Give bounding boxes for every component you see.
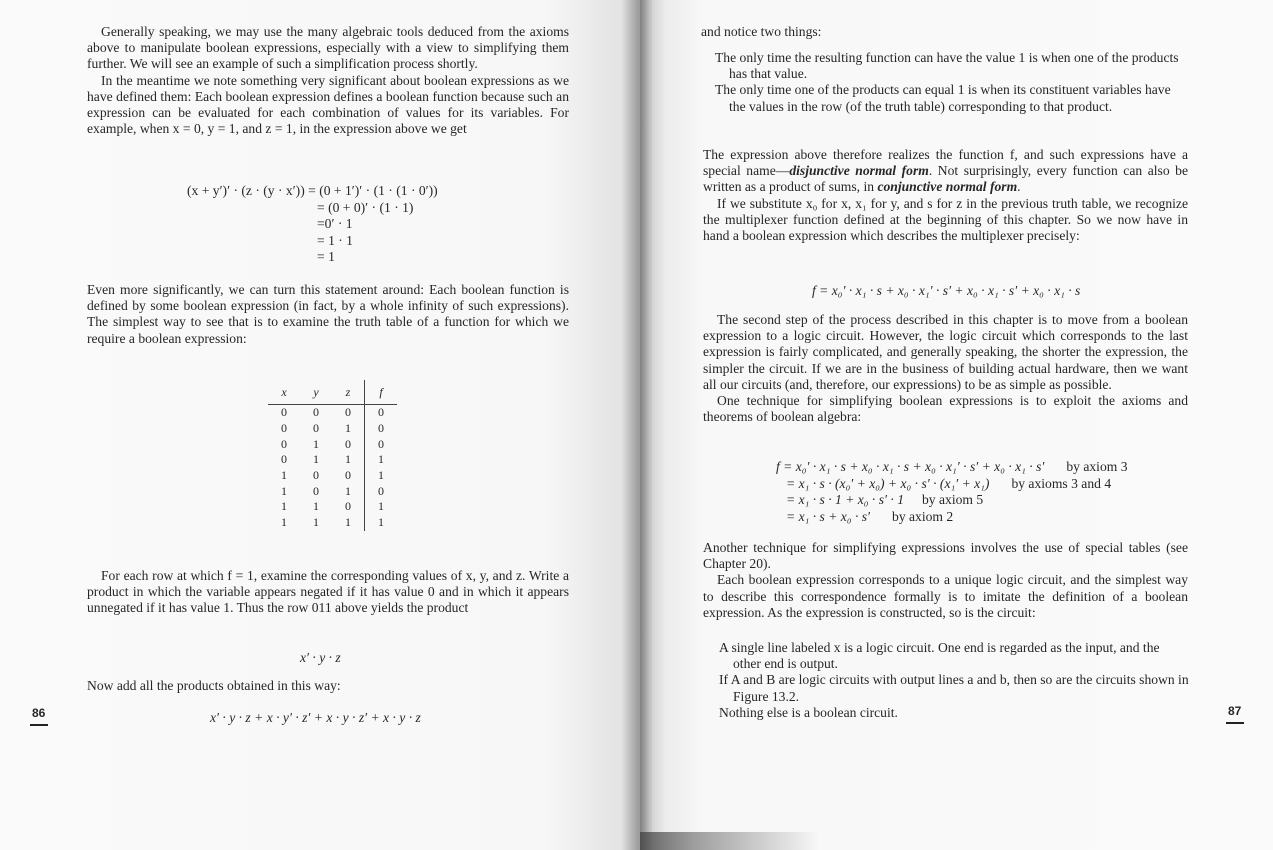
simplification-derivation	[776, 459, 1196, 525]
col-header: x	[268, 380, 300, 405]
table-cell: 0	[365, 436, 398, 452]
truth-table-row	[268, 405, 397, 421]
table-cell: 0	[345, 499, 351, 514]
paragraph-multiplexer: If we substitute x₀ for x, x₁ for y, and s for z in the previous truth table, we recognize the multiplexer function defined at the beginning of this chapter. So we now have in hand a boolean expression which describes the multiplexer precisely:	[703, 195, 1188, 244]
table-cell: 0	[345, 468, 351, 483]
table-cell: 1	[313, 452, 319, 467]
truth-table-row	[268, 483, 397, 499]
table-cell: 1	[345, 421, 351, 436]
table-cell: 0	[365, 421, 398, 437]
truth-table-row	[268, 468, 397, 484]
table-cell: 0	[345, 436, 351, 451]
table-cell: 1	[313, 436, 319, 451]
dnf-text-2: . Not surprisingly, every function can also be written as a product of sums, in	[703, 163, 1189, 195]
table-cell: 1	[365, 499, 398, 515]
page-mark-right	[1226, 722, 1244, 727]
eval-line: = 1 · 1	[317, 232, 353, 248]
table-cell: 0	[313, 405, 319, 420]
right-text-mid	[703, 147, 1188, 244]
paragraph-2: In the meantime we note something very significant about boolean expressions as we have defined them: Each boolean expression defines a boolean function because such an expression can be evaluated for each combination of values for its variables. For example, when x = 0, y = 1, and z = 1, in the expression above we get	[87, 72, 569, 137]
left-text-top	[87, 24, 569, 137]
table-cell: 0	[365, 405, 398, 421]
eval-line: =0′ · 1	[317, 216, 353, 231]
simp-expr: = x₁ · s + x₀ · s′	[786, 508, 871, 524]
table-cell: 1	[365, 468, 398, 484]
truth-table-row	[268, 436, 397, 452]
table-cell: 0	[313, 468, 319, 483]
term-cnf: conjunctive normal form	[877, 179, 1018, 195]
eval-line: (x + y′)′ · (z · (y · x′)) = (0 + 1′)′ · (1 · (1 · 0′))	[187, 183, 438, 198]
multiplexer-equation: f = x₀′ · x₁ · s + x₀ · x₁′ · s′ + x₀ · x₁ · s′ + x₀ · x₁ · s	[812, 283, 1081, 298]
table-cell: 1	[313, 499, 319, 514]
sum-expression: x′ · y · z + x · y′ · z′ + x · y · z′ + x · y · z	[210, 710, 421, 725]
page-edge-shadow	[640, 832, 820, 850]
col-header: y	[300, 380, 332, 405]
simplification-line	[776, 459, 1196, 476]
right-text-top	[701, 24, 1188, 40]
list-item: A single line labeled x is a logic circuit. One end is regarded as the input, and the other end is output.	[719, 640, 1160, 672]
simp-reason: by axiom 5	[922, 492, 984, 507]
table-cell: 0	[313, 483, 319, 498]
table-cell: 1	[345, 452, 351, 467]
truth-table-header	[268, 380, 397, 405]
truth-table-row	[268, 452, 397, 468]
page-number-right: 87	[1228, 704, 1242, 718]
col-header: f	[365, 380, 398, 405]
table-cell: 0	[313, 421, 319, 436]
left-text-last	[87, 678, 569, 694]
table-cell: 1	[281, 515, 287, 530]
table-cell: 1	[313, 515, 319, 530]
book-gutter	[622, 0, 652, 850]
paragraph-5: Now add all the products obtained in this way:	[87, 678, 341, 693]
term-dnf: disjunctive normal form	[789, 163, 929, 179]
left-text-mid	[87, 282, 569, 347]
simp-expr: = x₁ · s · 1 + x₀ · s′ · 1	[786, 492, 904, 507]
truth-table-row	[268, 421, 397, 437]
dnf-text-3: .	[1017, 179, 1021, 195]
list-item: Nothing else is a boolean circuit.	[719, 704, 898, 720]
observation-list	[715, 50, 1188, 115]
simp-expr: = x₁ · s · (x₀′ + x₀) + x₀ · s′ · (x₁′ + x₁)	[786, 475, 990, 491]
paragraph-1: Generally speaking, we may use the many algebraic tools deduced from the axioms above to manipulate boolean expressions, especially with a view to simplifying them further. We will see an example of such a simplification process shortly.	[87, 24, 569, 72]
simplification-line	[776, 509, 1196, 526]
intro-line: and notice two things:	[701, 24, 822, 39]
paragraph-3: Even more significantly, we can turn this statement around: Each boolean function is defined by some boolean expression (in fact, by a whole infinity of such expressions). The simplest way to see that is to examine the truth table of a function for which we require a boolean expression:	[87, 282, 569, 346]
table-cell: 0	[281, 436, 287, 451]
table-cell: 1	[365, 452, 398, 468]
circuit-definition-list	[719, 640, 1189, 721]
eval-line: = 1	[317, 249, 335, 264]
table-cell: 1	[281, 468, 287, 483]
list-item: If A and B are logic circuits with output lines a and b, then so are the circuits shown in Figure 13.2.	[719, 672, 1189, 704]
table-cell: 1	[345, 483, 351, 498]
list-item: The only time the resulting function can have the value 1 is when one of the products has that value.	[715, 50, 1179, 82]
page-number-left: 86	[32, 706, 46, 720]
table-cell: 0	[281, 452, 287, 467]
table-cell: 0	[345, 405, 351, 420]
product-expression: x′ · y · z	[300, 650, 341, 665]
paragraph-dnf	[703, 147, 1188, 196]
right-page	[640, 0, 1273, 850]
list-item: The only time one of the products can equal 1 is when its constituent variables have the values in the row (of the truth table) corresponding to that product.	[715, 82, 1171, 114]
truth-table	[268, 380, 397, 531]
simp-reason: by axiom 3	[1066, 459, 1128, 474]
paragraph-circuit: Each boolean expression corresponds to a unique logic circuit, and the simplest way to describe this correspondence formally is to imitate the definition of a boolean expression. As the expression is constructed, so is the circuit:	[703, 572, 1188, 620]
paragraph-4: For each row at which f = 1, examine the corresponding values of x, y, and z. Write a product in which the variable appears negated if it has value 0 and in which it appears unnegated if it has value 1. Thus the row 011 above yields the product	[87, 568, 569, 616]
left-text-bottom	[87, 568, 569, 617]
eval-line: = (0 + 0)′ · (1 · 1)	[317, 199, 414, 215]
evaluation-equation	[187, 183, 497, 266]
table-cell: 0	[281, 421, 287, 436]
table-cell: 1	[281, 483, 287, 498]
right-text-lower	[703, 312, 1188, 425]
simp-reason: by axioms 3 and 4	[1011, 475, 1112, 491]
simp-expr: f = x₀′ · x₁ · s + x₀ · x₁ · s + x₀ · x₁′ · s′ + x₀ · x₁ · s′	[776, 459, 1045, 474]
paragraph-tables: Another technique for simplifying expressions involves the use of special tables (see Chapter 20).	[703, 540, 1188, 572]
page-mark-left	[30, 724, 48, 729]
table-cell: 1	[365, 515, 398, 531]
table-cell: 1	[345, 515, 351, 530]
truth-table-row	[268, 499, 397, 515]
simplification-line	[776, 492, 1196, 509]
table-cell: 1	[281, 499, 287, 514]
paragraph-technique: One technique for simplifying boolean expressions is to exploit the axioms and theorems of boolean algebra:	[703, 393, 1188, 425]
paragraph-step2: The second step of the process described in this chapter is to move from a boolean expression to a logic circuit. However, the logic circuit which corresponds to the last expression is fairly complicated, and generally speaking, the shorter the expression, the simpler the circuit. If we are in the business of building actual hardware, then we want all our circuits (and, therefore, our expressions) to be as simple as possible.	[703, 312, 1188, 392]
table-cell: 0	[365, 483, 398, 499]
dnf-text-1: The expression above therefore realizes the function f, and such expressions have a special name—	[703, 147, 1188, 179]
right-text-bottom	[703, 540, 1188, 621]
col-header: z	[332, 380, 365, 405]
simp-reason: by axiom 2	[892, 508, 954, 524]
simplification-line	[776, 476, 1196, 493]
table-cell: 0	[281, 405, 287, 420]
truth-table-row	[268, 515, 397, 531]
